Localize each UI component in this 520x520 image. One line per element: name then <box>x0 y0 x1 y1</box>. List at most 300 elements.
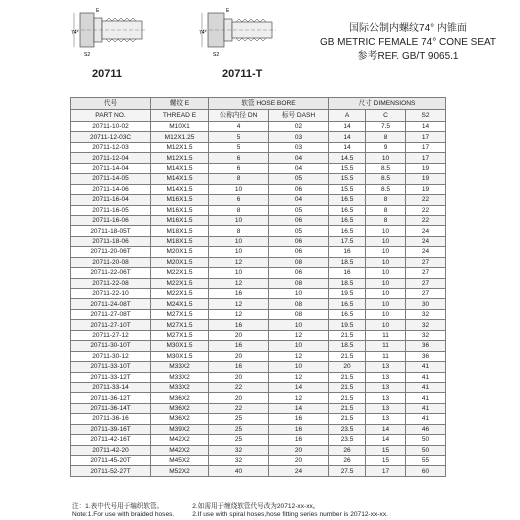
spec-table-body <box>71 122 446 477</box>
dim-a-cell: 21.5 <box>329 372 366 382</box>
dim-s2-cell: 41 <box>406 393 446 403</box>
dim-a-cell: 18.5 <box>329 257 366 267</box>
dn-cell: 25 <box>209 435 269 445</box>
table-row <box>71 226 446 236</box>
dn-cell: 12 <box>209 309 269 319</box>
dim-a-cell: 20 <box>329 362 366 372</box>
dim-s2-cell: 41 <box>406 414 446 424</box>
dim-a-cell: 16.5 <box>329 205 366 215</box>
dim-a-cell: 18.5 <box>329 341 366 351</box>
dn-cell: 16 <box>209 320 269 330</box>
dash-cell: 16 <box>269 435 329 445</box>
part-no-cell: 20711-14-05 <box>71 174 151 184</box>
dim-a-cell: 26 <box>329 456 366 466</box>
dim-c-cell: 10 <box>366 320 406 330</box>
catalog-heading <box>300 22 516 64</box>
dn-cell: 25 <box>209 424 269 434</box>
table-row <box>71 205 446 215</box>
part-no-cell: 20711-22-08 <box>71 278 151 288</box>
dim-a-cell: 14 <box>329 142 366 152</box>
dn-cell: 32 <box>209 445 269 455</box>
dim-s2-cell: 24 <box>406 236 446 246</box>
dn-cell: 22 <box>209 403 269 413</box>
dim-c-cell: 13 <box>366 393 406 403</box>
part-no-cell: 20711-18-05T <box>71 226 151 236</box>
thread-cell: M22X1.5 <box>151 289 209 299</box>
part-no-cell: 20711-27-10T <box>71 320 151 330</box>
dim-a-cell: 16.5 <box>329 309 366 319</box>
dim-a-cell: 21.5 <box>329 330 366 340</box>
table-row <box>71 362 446 372</box>
dim-c-cell: 10 <box>366 289 406 299</box>
thread-cell: M10X1 <box>151 122 209 132</box>
dim-c-cell: 8.5 <box>366 184 406 194</box>
thread-cell: M36X2 <box>151 403 209 413</box>
header-dimensions: 尺寸 DIMENSIONS <box>329 98 446 110</box>
dash-cell: 04 <box>269 195 329 205</box>
dash-cell: 10 <box>269 362 329 372</box>
dash-cell: 03 <box>269 142 329 152</box>
dn-cell: 12 <box>209 299 269 309</box>
dn-cell: 16 <box>209 341 269 351</box>
table-row <box>71 393 446 403</box>
part-no-cell: 20711-36-12T <box>71 393 151 403</box>
header-thread-cn: 螺纹 E <box>151 98 209 110</box>
heading-en: GB METRIC FEMALE 74° CONE SEAT <box>319 37 497 48</box>
table-row <box>71 299 446 309</box>
note-1 <box>72 503 174 519</box>
dim-c-cell: 13 <box>366 382 406 392</box>
hex-dim-label: S2 <box>84 52 91 58</box>
dn-cell: 6 <box>209 163 269 173</box>
dim-c-cell: 13 <box>366 403 406 413</box>
dim-s2-cell: 27 <box>406 289 446 299</box>
dim-c-cell: 8 <box>366 215 406 225</box>
thread-cell: M30X1.5 <box>151 351 209 361</box>
dim-c-cell: 10 <box>366 153 406 163</box>
part-no-cell: 20711-33-12T <box>71 372 151 382</box>
dim-a-cell: 19.5 <box>329 320 366 330</box>
dash-cell: 10 <box>269 289 329 299</box>
dim-c-cell: 10 <box>366 309 406 319</box>
angle-dim-label: 74° <box>71 30 79 36</box>
note-1-cn: 注：1.表中代号用于编织软管。 <box>72 503 164 510</box>
thread-cell: M30X1.5 <box>151 341 209 351</box>
dim-a-cell: 17.5 <box>329 236 366 246</box>
thread-cell: M39X2 <box>151 424 209 434</box>
dash-cell: 08 <box>269 299 329 309</box>
dim-c-cell: 11 <box>366 351 406 361</box>
dn-cell: 22 <box>209 382 269 392</box>
dash-cell: 06 <box>269 215 329 225</box>
dim-s2-cell: 50 <box>406 445 446 455</box>
dim-a-cell: 14.5 <box>329 153 366 163</box>
part-no-cell: 20711-12-04 <box>71 153 151 163</box>
part-no-cell: 20711-22-10 <box>71 289 151 299</box>
dn-cell: 8 <box>209 226 269 236</box>
dash-cell: 06 <box>269 184 329 194</box>
thread-cell: M18X1.5 <box>151 226 209 236</box>
part-no-cell: 20711-14-04 <box>71 163 151 173</box>
footnotes <box>72 503 517 519</box>
dim-c-cell: 8.5 <box>366 174 406 184</box>
table-row <box>71 341 446 351</box>
dim-a-cell: 21.5 <box>329 403 366 413</box>
part-no-cell: 20711-24-08T <box>71 299 151 309</box>
part-no-cell: 20711-20-06T <box>71 247 151 257</box>
table-row <box>71 403 446 413</box>
part-no-cell: 20711-22-06T <box>71 268 151 278</box>
dim-s2-cell: 19 <box>406 163 446 173</box>
thread-cell: M45X2 <box>151 456 209 466</box>
part-no-cell: 20711-12-03C <box>71 132 151 142</box>
dash-cell: 12 <box>269 351 329 361</box>
heading-ref: 参考REF. GB/T 9065.1 <box>357 51 459 62</box>
table-row <box>71 414 446 424</box>
table-row <box>71 351 446 361</box>
dim-s2-cell: 22 <box>406 215 446 225</box>
dim-s2-cell: 22 <box>406 205 446 215</box>
dim-s2-cell: 32 <box>406 320 446 330</box>
dim-c-cell: 15 <box>366 456 406 466</box>
dim-a-cell: 18.5 <box>329 278 366 288</box>
thread-cell: M27X1.5 <box>151 309 209 319</box>
dn-cell: 6 <box>209 153 269 163</box>
dim-a-cell: 16.5 <box>329 299 366 309</box>
dn-cell: 4 <box>209 122 269 132</box>
header-dn: 公称内径 DN <box>209 110 269 122</box>
table-row <box>71 382 446 392</box>
dash-cell: 08 <box>269 257 329 267</box>
dim-s2-cell: 17 <box>406 142 446 152</box>
dim-c-cell: 14 <box>366 424 406 434</box>
dim-c-cell: 11 <box>366 341 406 351</box>
header-c: C <box>366 110 406 122</box>
dim-s2-cell: 19 <box>406 174 446 184</box>
dim-s2-cell: 32 <box>406 330 446 340</box>
dim-c-cell: 13 <box>366 372 406 382</box>
table-row <box>71 330 446 340</box>
table-row <box>71 466 446 476</box>
dim-s2-cell: 36 <box>406 351 446 361</box>
dim-c-cell: 11 <box>366 330 406 340</box>
dn-cell: 20 <box>209 372 269 382</box>
dim-c-cell: 17 <box>366 466 406 476</box>
thread-cell: M14X1.5 <box>151 184 209 194</box>
dim-s2-cell: 17 <box>406 153 446 163</box>
dn-cell: 20 <box>209 393 269 403</box>
hex-dim-label: S2 <box>213 52 220 58</box>
thread-dim-label: E <box>96 8 100 14</box>
dim-c-cell: 10 <box>366 226 406 236</box>
dim-c-cell: 8.5 <box>366 163 406 173</box>
dash-cell: 04 <box>269 163 329 173</box>
dn-cell: 10 <box>209 247 269 257</box>
table-row <box>71 236 446 246</box>
angle-dim-label: 74° <box>199 30 207 36</box>
dim-a-cell: 26 <box>329 445 366 455</box>
dim-c-cell: 14 <box>366 435 406 445</box>
dim-c-cell: 10 <box>366 236 406 246</box>
dash-cell: 05 <box>269 205 329 215</box>
dim-s2-cell: 50 <box>406 435 446 445</box>
part-no-cell: 20711-20-08 <box>71 257 151 267</box>
dim-a-cell: 21.5 <box>329 351 366 361</box>
dim-s2-cell: 41 <box>406 362 446 372</box>
table-row <box>71 142 446 152</box>
table-row <box>71 257 446 267</box>
dn-cell: 6 <box>209 195 269 205</box>
table-row <box>71 184 446 194</box>
note-2-cn: 2.如需用于缠绕软管代号改为20712-xx-xx。 <box>192 503 320 510</box>
dn-cell: 20 <box>209 330 269 340</box>
dn-cell: 10 <box>209 236 269 246</box>
dash-cell: 12 <box>269 330 329 340</box>
thread-cell: M12X1.5 <box>151 153 209 163</box>
dim-s2-cell: 27 <box>406 257 446 267</box>
table-row <box>71 122 446 132</box>
dash-cell: 06 <box>269 268 329 278</box>
dash-cell: 16 <box>269 424 329 434</box>
thread-cell: M27X1.5 <box>151 320 209 330</box>
thread-cell: M16X1.5 <box>151 195 209 205</box>
part-no-cell: 20711-10-02 <box>71 122 151 132</box>
header-s2: S2 <box>406 110 446 122</box>
dim-s2-cell: 14 <box>406 122 446 132</box>
dim-s2-cell: 32 <box>406 309 446 319</box>
thread-cell: M33X2 <box>151 362 209 372</box>
part-no-cell: 20711-16-06 <box>71 215 151 225</box>
table-row <box>71 424 446 434</box>
thread-cell: M42X2 <box>151 435 209 445</box>
dim-s2-cell: 22 <box>406 195 446 205</box>
model-label-20711: 20711 <box>92 68 122 80</box>
dash-cell: 06 <box>269 236 329 246</box>
dim-s2-cell: 19 <box>406 184 446 194</box>
part-no-cell: 20711-33-14 <box>71 382 151 392</box>
part-no-cell: 20711-33-10T <box>71 362 151 372</box>
thread-cell: M33X2 <box>151 372 209 382</box>
note-2 <box>192 503 388 519</box>
dim-a-cell: 15.5 <box>329 184 366 194</box>
dim-c-cell: 15 <box>366 445 406 455</box>
table-row <box>71 174 446 184</box>
thread-cell: M18X1.5 <box>151 236 209 246</box>
fitting-drawing-20711-t <box>198 4 280 62</box>
dim-a-cell: 21.5 <box>329 382 366 392</box>
dim-c-cell: 8 <box>366 195 406 205</box>
table-row <box>71 372 446 382</box>
dim-c-cell: 8 <box>366 205 406 215</box>
dim-s2-cell: 17 <box>406 132 446 142</box>
model-label-20711-t: 20711-T <box>222 68 263 80</box>
part-no-cell: 20711-16-05 <box>71 205 151 215</box>
dim-a-cell: 15.5 <box>329 174 366 184</box>
fitting-20711-illustration <box>70 4 150 62</box>
dim-c-cell: 10 <box>366 247 406 257</box>
table-row <box>71 153 446 163</box>
thread-cell: M20X1.5 <box>151 247 209 257</box>
dim-s2-cell: 55 <box>406 456 446 466</box>
thread-dim-label: E <box>226 8 230 14</box>
dim-c-cell: 10 <box>366 278 406 288</box>
dn-cell: 32 <box>209 456 269 466</box>
dim-a-cell: 23.5 <box>329 424 366 434</box>
table-row <box>71 268 446 278</box>
dash-cell: 14 <box>269 382 329 392</box>
thread-cell: M42X2 <box>151 445 209 455</box>
dn-cell: 16 <box>209 289 269 299</box>
dn-cell: 10 <box>209 268 269 278</box>
dim-c-cell: 9 <box>366 142 406 152</box>
thread-cell: M14X1.5 <box>151 163 209 173</box>
dim-c-cell: 10 <box>366 257 406 267</box>
dn-cell: 8 <box>209 174 269 184</box>
table-row <box>71 247 446 257</box>
dim-a-cell: 16.5 <box>329 226 366 236</box>
dash-cell: 12 <box>269 372 329 382</box>
part-no-cell: 20711-39-16T <box>71 424 151 434</box>
part-no-cell: 20711-27-08T <box>71 309 151 319</box>
thread-cell: M12X1.5 <box>151 142 209 152</box>
spec-table <box>70 97 446 477</box>
fitting-20711-t-illustration <box>198 4 280 62</box>
part-no-cell: 20711-42-16T <box>71 435 151 445</box>
table-row <box>71 309 446 319</box>
dim-a-cell: 16 <box>329 247 366 257</box>
dn-cell: 12 <box>209 278 269 288</box>
dash-cell: 06 <box>269 247 329 257</box>
dim-a-cell: 16.5 <box>329 195 366 205</box>
table-row <box>71 456 446 466</box>
dash-cell: 12 <box>269 393 329 403</box>
dash-cell: 24 <box>269 466 329 476</box>
part-no-cell: 20711-36-16 <box>71 414 151 424</box>
dn-cell: 40 <box>209 466 269 476</box>
dn-cell: 5 <box>209 142 269 152</box>
header-a: A <box>329 110 366 122</box>
dim-a-cell: 14 <box>329 122 366 132</box>
dim-s2-cell: 41 <box>406 382 446 392</box>
thread-cell: M12X1.25 <box>151 132 209 142</box>
dim-s2-cell: 27 <box>406 278 446 288</box>
dim-s2-cell: 24 <box>406 226 446 236</box>
dim-s2-cell: 30 <box>406 299 446 309</box>
dim-s2-cell: 27 <box>406 268 446 278</box>
dim-c-cell: 10 <box>366 268 406 278</box>
table-row <box>71 435 446 445</box>
dim-s2-cell: 41 <box>406 372 446 382</box>
dim-s2-cell: 36 <box>406 341 446 351</box>
heading-cn: 国际公制内螺纹74° 内锥面 <box>349 23 467 34</box>
dn-cell: 10 <box>209 215 269 225</box>
dim-c-cell: 13 <box>366 362 406 372</box>
fitting-drawing-20711 <box>70 4 150 62</box>
table-row <box>71 163 446 173</box>
dim-a-cell: 14 <box>329 132 366 142</box>
dash-cell: 14 <box>269 403 329 413</box>
part-no-cell: 20711-14-06 <box>71 184 151 194</box>
part-no-cell: 20711-42-20 <box>71 445 151 455</box>
dim-a-cell: 16 <box>329 268 366 278</box>
table-row <box>71 289 446 299</box>
dn-cell: 5 <box>209 132 269 142</box>
dim-a-cell: 16.5 <box>329 215 366 225</box>
part-no-cell: 20711-12-03 <box>71 142 151 152</box>
dash-cell: 20 <box>269 456 329 466</box>
part-no-cell: 20711-52-27T <box>71 466 151 476</box>
dash-cell: 20 <box>269 445 329 455</box>
thread-cell: M16X1.5 <box>151 215 209 225</box>
table-row <box>71 320 446 330</box>
dim-c-cell: 8 <box>366 132 406 142</box>
thread-cell: M22X1.5 <box>151 268 209 278</box>
part-no-cell: 20711-18-06 <box>71 236 151 246</box>
dim-c-cell: 7.5 <box>366 122 406 132</box>
dim-s2-cell: 46 <box>406 424 446 434</box>
dn-cell: 25 <box>209 414 269 424</box>
dash-cell: 08 <box>269 278 329 288</box>
thread-cell: M36X2 <box>151 414 209 424</box>
table-row <box>71 195 446 205</box>
dim-a-cell: 21.5 <box>329 414 366 424</box>
thread-cell: M20X1.5 <box>151 257 209 267</box>
dim-s2-cell: 41 <box>406 403 446 413</box>
dash-cell: 10 <box>269 320 329 330</box>
thread-cell: M52X2 <box>151 466 209 476</box>
dash-cell: 08 <box>269 309 329 319</box>
part-no-cell: 20711-36-14T <box>71 403 151 413</box>
dash-cell: 10 <box>269 341 329 351</box>
table-row <box>71 215 446 225</box>
dn-cell: 20 <box>209 351 269 361</box>
dim-s2-cell: 24 <box>406 247 446 257</box>
dash-cell: 16 <box>269 414 329 424</box>
table-row <box>71 278 446 288</box>
dim-c-cell: 13 <box>366 414 406 424</box>
part-no-cell: 20711-30-10T <box>71 341 151 351</box>
dim-a-cell: 27.5 <box>329 466 366 476</box>
thread-cell: M16X1.5 <box>151 205 209 215</box>
dash-cell: 02 <box>269 122 329 132</box>
dim-c-cell: 10 <box>366 299 406 309</box>
dim-s2-cell: 60 <box>406 466 446 476</box>
header-part-en: PART NO. <box>71 110 151 122</box>
dash-cell: 05 <box>269 226 329 236</box>
dim-a-cell: 19.5 <box>329 289 366 299</box>
header-dash: 标号 DASH <box>269 110 329 122</box>
dn-cell: 10 <box>209 184 269 194</box>
note-1-en: Note:1.For use with braided hoses. <box>72 511 175 518</box>
dn-cell: 12 <box>209 257 269 267</box>
thread-cell: M22X1.5 <box>151 278 209 288</box>
thread-cell: M36X2 <box>151 393 209 403</box>
dash-cell: 04 <box>269 153 329 163</box>
note-2-en: 2.If use with spiral hoses,hose fitting series number is 20712-xx-xx. <box>192 511 388 518</box>
thread-cell: M27X1.5 <box>151 330 209 340</box>
part-no-cell: 20711-16-04 <box>71 195 151 205</box>
dim-a-cell: 15.5 <box>329 163 366 173</box>
table-row <box>71 445 446 455</box>
header-part-cn: 代号 <box>71 98 151 110</box>
dash-cell: 05 <box>269 174 329 184</box>
thread-cell: M24X1.5 <box>151 299 209 309</box>
part-no-cell: 20711-30-12 <box>71 351 151 361</box>
part-no-cell: 20711-27-12 <box>71 330 151 340</box>
dash-cell: 03 <box>269 132 329 142</box>
dn-cell: 8 <box>209 205 269 215</box>
dim-a-cell: 23.5 <box>329 435 366 445</box>
